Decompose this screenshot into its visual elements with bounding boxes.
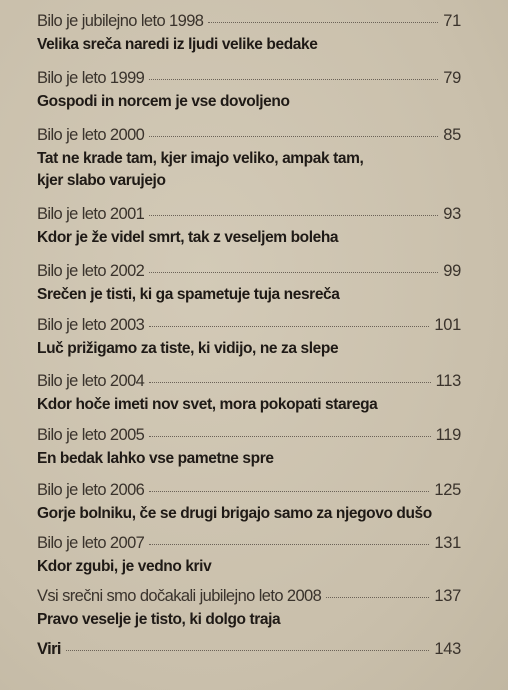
toc-entry-title: Bilo je leto 2004 — [37, 372, 145, 390]
toc-entry — [37, 534, 461, 578]
toc-entry — [37, 587, 461, 631]
dot-leader — [149, 382, 430, 383]
toc-entry-line — [37, 481, 461, 503]
toc-page-number: 125 — [434, 481, 461, 499]
toc-entry — [37, 640, 461, 662]
toc-page-number: 137 — [434, 587, 461, 605]
toc-entry — [37, 12, 461, 56]
toc-entry — [37, 262, 461, 306]
dot-leader — [149, 436, 430, 437]
toc-entry-line — [37, 69, 461, 91]
toc-entry-title: Bilo je leto 2006 — [37, 481, 145, 499]
toc-entry-subtitle: Srečen je tisti, ki ga spametuje tuja nesreča — [37, 286, 340, 303]
toc-page-number: 113 — [435, 372, 461, 390]
toc-entry-title: Bilo je leto 2000 — [37, 126, 145, 144]
toc-entry-subtitle: Kdor zgubi, je vedno kriv — [37, 558, 212, 575]
toc-entry-title: Bilo je leto 2001 — [37, 205, 145, 223]
toc-page-number: 99 — [443, 262, 461, 280]
toc-entry — [37, 126, 461, 192]
toc-entry-subtitle: Gospodi in norcem je vse dovoljeno — [37, 93, 290, 110]
toc-entry-title: Bilo je leto 2003 — [37, 316, 145, 334]
toc-entry-line — [37, 372, 461, 394]
toc-entry-line — [37, 316, 461, 338]
toc-entry-line — [37, 205, 461, 227]
toc-entry — [37, 316, 461, 360]
toc-entry — [37, 426, 461, 470]
toc-entry-title: Bilo je leto 2002 — [37, 262, 145, 280]
toc-page-number: 119 — [435, 426, 461, 444]
toc-page-number: 85 — [443, 126, 461, 144]
toc-entry-subtitle: Luč prižigamo za tiste, ki vidijo, ne za slepe — [37, 340, 339, 357]
toc-entry-line — [37, 12, 461, 34]
toc-entry-line — [37, 126, 461, 148]
toc-page-number: 79 — [443, 69, 461, 87]
dot-leader — [149, 326, 429, 327]
toc-entry-subtitle: Kdor hoče imeti nov svet, mora pokopati starega — [37, 396, 378, 413]
dot-leader — [149, 272, 438, 273]
toc-entry — [37, 205, 461, 249]
toc-entry-title: Viri — [37, 640, 61, 658]
toc-entry-title: Vsi srečni smo dočakali jubilejno leto 2008 — [37, 587, 322, 605]
dot-leader — [208, 22, 438, 23]
dot-leader — [149, 215, 438, 216]
toc-entry-subtitle: Kdor je že videl smrt, tak z veseljem boleha — [37, 229, 339, 246]
dot-leader — [149, 136, 438, 137]
toc-page-number: 131 — [434, 534, 461, 552]
toc-entry — [37, 69, 461, 113]
dot-leader — [66, 650, 429, 651]
toc-entry-line — [37, 262, 461, 284]
toc-page-number: 93 — [443, 205, 461, 223]
dot-leader — [149, 491, 429, 492]
toc-entry — [37, 372, 461, 416]
toc-entry-subtitle-continued: kjer slabo varujejo — [37, 172, 166, 189]
toc-entry-line — [37, 640, 461, 662]
toc-entry-line — [37, 534, 461, 556]
toc-entry-line — [37, 587, 461, 609]
toc-page-number: 101 — [434, 316, 461, 334]
toc-entry-line — [37, 426, 461, 448]
toc-entry-subtitle: Velika sreča naredi iz ljudi velike bedake — [37, 36, 318, 53]
dot-leader — [149, 544, 429, 545]
toc-entry — [37, 481, 461, 525]
toc-entry-subtitle: En bedak lahko vse pametne spre — [37, 450, 274, 467]
toc-entry-title: Bilo je leto 2005 — [37, 426, 145, 444]
toc-entry-subtitle: Gorje bolniku, če se drugi brigajo samo za njegovo dušo — [37, 505, 432, 522]
dot-leader — [326, 597, 429, 598]
toc-entry-title: Bilo je leto 2007 — [37, 534, 145, 552]
toc-entry-subtitle: Pravo veselje je tisto, ki dolgo traja — [37, 611, 281, 628]
toc-page-number: 143 — [434, 640, 461, 658]
dot-leader — [149, 79, 438, 80]
toc-entry-subtitle: Tat ne krade tam, kjer imajo veliko, ampak tam, — [37, 150, 364, 167]
toc-page-number: 71 — [443, 12, 461, 30]
toc-entry-title: Bilo je leto 1999 — [37, 69, 145, 87]
toc-entry-title: Bilo je jubilejno leto 1998 — [37, 12, 204, 30]
